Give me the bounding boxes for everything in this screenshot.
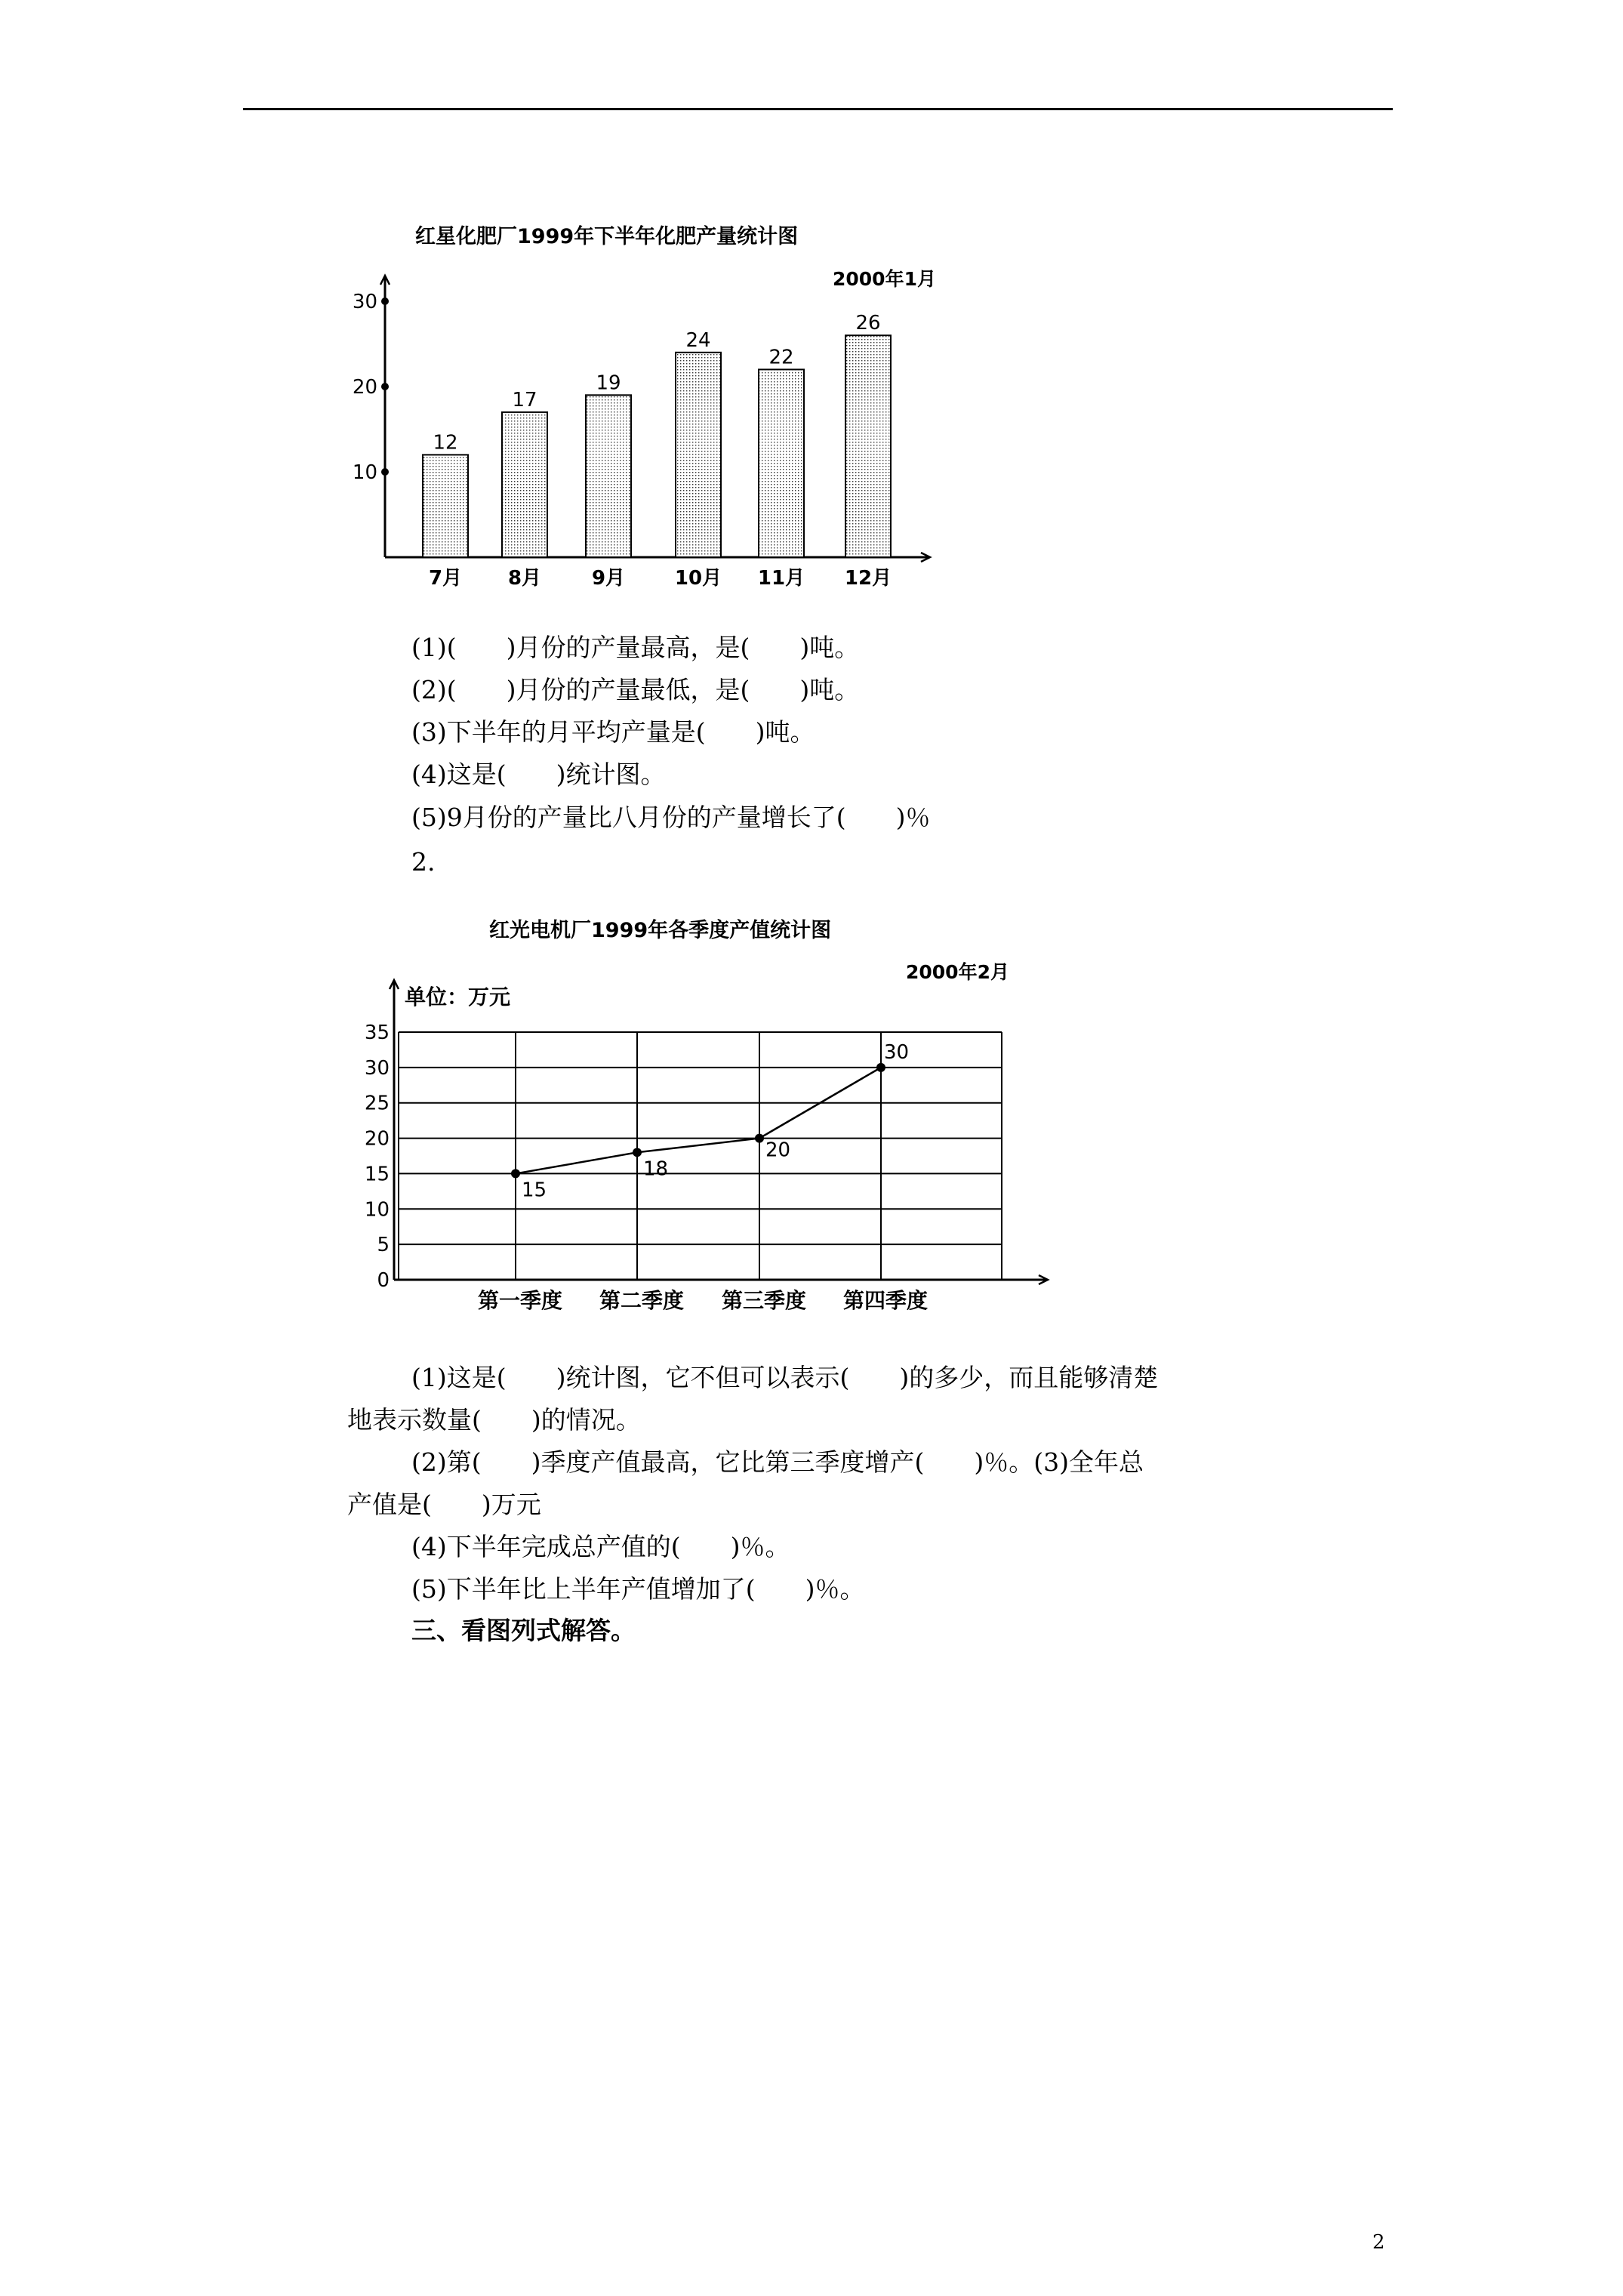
bar-category-label: 9月 — [591, 567, 626, 590]
line-series — [516, 1068, 881, 1174]
line-value-label: 30 — [884, 1040, 910, 1064]
line-unit-label: 单位：万元 — [405, 985, 511, 1009]
question-1-3: (3)下半年的月平均产量是( )吨。 — [411, 717, 815, 747]
line-y-tick-label: 30 — [364, 1056, 390, 1080]
bar-value-label: 17 — [512, 388, 537, 411]
line-chart-date: 2000年2月 — [906, 961, 1009, 983]
question-2-2-cont: 产值是( )万元 — [347, 1490, 541, 1519]
bar-value-label: 26 — [855, 312, 881, 335]
line-category-label: 第二季度 — [599, 1288, 685, 1313]
bar-value-label: 19 — [596, 371, 621, 395]
line-chart-title: 红光电机厂1999年各季度产值统计图 — [489, 919, 832, 942]
line-point — [511, 1169, 520, 1178]
question-2-4: (4)下半年完成总产值的( )％。 — [411, 1532, 790, 1561]
bar-chart-date: 2000年1月 — [833, 268, 936, 290]
question-1-2: (2)( )月份的产量最低，是( )吨。 — [411, 675, 860, 704]
line-y-tick-label: 25 — [364, 1092, 390, 1115]
line-point — [755, 1134, 764, 1143]
line-category-label: 第四季度 — [842, 1288, 929, 1313]
bar-category-label: 10月 — [674, 567, 722, 590]
line-value-label: 18 — [643, 1157, 669, 1181]
bar-y-tick-label: 10 — [352, 461, 377, 484]
question-2-1: (1)这是( )统计图，它不但可以表示( )的多少，而且能够清楚 — [411, 1363, 1159, 1392]
line-y-tick-label: 0 — [377, 1269, 390, 1292]
bar-category-label: 7月 — [428, 567, 463, 590]
bar-value-label: 22 — [768, 346, 794, 369]
bar-category-label: 12月 — [844, 567, 892, 590]
question-2-2: (2)第( )季度产值最高，它比第三季度增产( )％。(3)全年总 — [411, 1447, 1144, 1477]
line-point — [876, 1063, 885, 1072]
bar-category-label: 11月 — [757, 567, 805, 590]
bar-category-label: 8月 — [507, 567, 542, 590]
line-point — [633, 1148, 642, 1157]
question-2-1-cont: 地表示数量( )的情况。 — [347, 1405, 641, 1435]
bar-y-tick-label: 30 — [352, 291, 377, 313]
line-y-tick-label: 10 — [364, 1198, 390, 1222]
question-1-1: (1)( )月份的产量最高，是( )吨。 — [411, 633, 860, 662]
question-2-5: (5)下半年比上半年产值增加了( )％。 — [411, 1574, 865, 1604]
line-y-tick-label: 5 — [377, 1234, 390, 1257]
question-1-5: (5)9月份的产量比八月份的产量增长了( )％ — [411, 803, 931, 832]
line-value-label: 20 — [765, 1139, 791, 1162]
line-y-tick-label: 20 — [364, 1127, 390, 1151]
line-category-label: 第一季度 — [477, 1288, 563, 1313]
page-number: 2 — [1372, 2231, 1385, 2254]
line-y-tick-label: 15 — [364, 1163, 390, 1186]
bar-value-label: 24 — [685, 328, 711, 352]
bar-y-tick-label: 20 — [352, 376, 377, 399]
line-category-label: 第三季度 — [721, 1288, 807, 1313]
question-1-4: (4)这是( )统计图。 — [411, 760, 666, 789]
bar-chart-title: 红星化肥厂1999年下半年化肥产量统计图 — [415, 225, 799, 248]
line-y-tick-label: 35 — [364, 1022, 390, 1044]
section-2-number: 2. — [411, 847, 436, 877]
bar-value-label: 12 — [433, 431, 458, 455]
line-value-label: 15 — [522, 1179, 547, 1202]
section-3-heading: 三、看图列式解答。 — [411, 1616, 636, 1645]
